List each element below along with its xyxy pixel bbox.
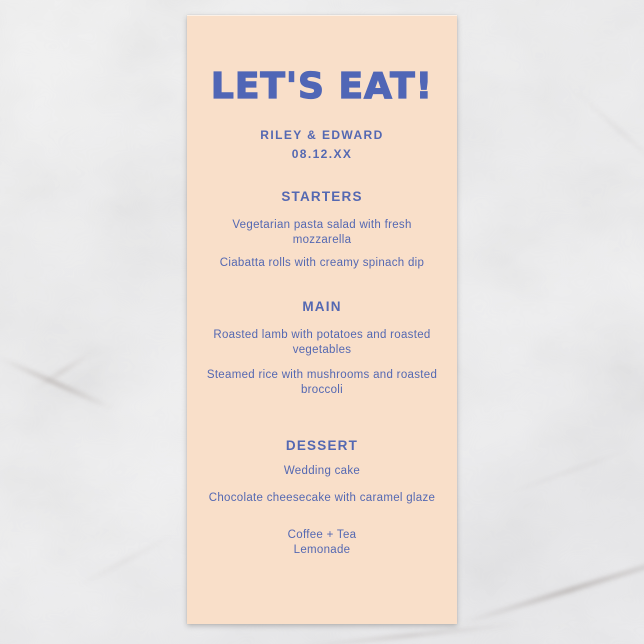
drinks-item: Lemonade	[293, 544, 351, 556]
menu-title: LET'S EAT!	[210, 66, 434, 107]
section-heading-starters: STARTERS	[281, 189, 363, 204]
marble-vein	[459, 554, 644, 625]
marble-vein	[571, 87, 644, 175]
drinks-item: Coffee + Tea	[287, 529, 357, 541]
menu-section-starters	[187, 189, 457, 271]
menu-item: Wedding cake	[283, 465, 361, 477]
event-date: 08.12.XX	[291, 147, 353, 161]
couple-names: RILEY & EDWARD	[260, 128, 384, 142]
marble-vein	[76, 534, 174, 587]
section-heading-dessert: DESSERT	[285, 438, 359, 453]
menu-item: Ciabatta rolls with creamy spinach dip	[219, 257, 425, 269]
menu-item: Roasted lamb with potatoes and roasted vegetables	[213, 329, 431, 356]
marble-vein	[504, 446, 636, 496]
menu-section-main	[187, 299, 457, 398]
menu-section-dessert	[187, 438, 457, 506]
menu-card	[187, 15, 457, 624]
marble-vein	[33, 352, 93, 391]
menu-item: Vegetarian pasta salad with fresh mozzarella	[232, 219, 412, 246]
section-heading-main: MAIN	[302, 299, 342, 314]
drinks-block	[187, 528, 457, 558]
marble-vein	[0, 357, 114, 411]
menu-item: Steamed rice with mushrooms and roasted broccoli	[206, 369, 438, 396]
marble-vein	[300, 623, 519, 644]
menu-item: Chocolate cheesecake with caramel glaze	[208, 492, 436, 504]
